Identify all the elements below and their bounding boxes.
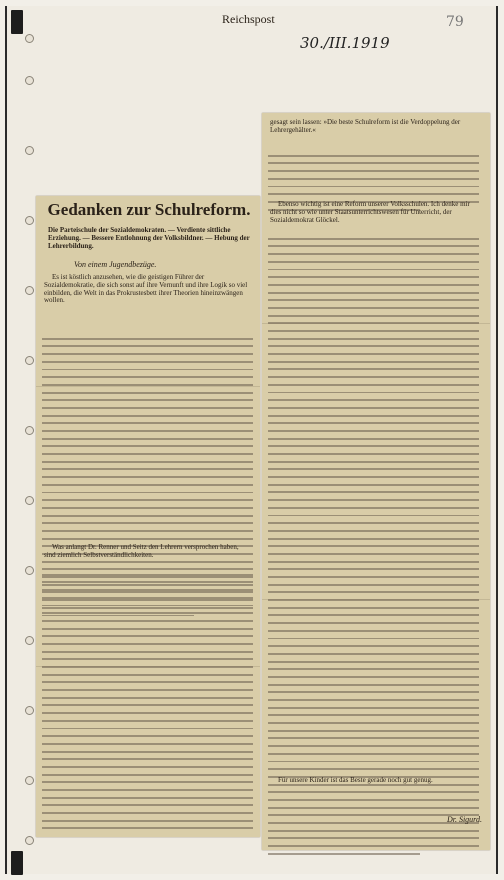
paper-fold-line bbox=[36, 666, 260, 667]
right-top-paragraph: gesagt sein lassen: »Die beste Schulreform ist die Verdoppelung der Lehrergehälter.« bbox=[270, 118, 461, 134]
left-middle-paragraph: Was anlangt Dr. Renner und Seitz den Lehrern versprochen haben, sind ziemlich Selbstverständlichkeiten. bbox=[44, 543, 239, 559]
left-column-lower-text-lines bbox=[42, 568, 253, 829]
faint-newspaper-stamp: Reichspost bbox=[222, 12, 275, 26]
punch-hole bbox=[25, 426, 34, 435]
right-middle-paragraph: Ebenso wichtig ist eine Reform unserer Volksschulen. Ich denke mir dies nicht so wie unter Staatsunterrichtswesen für Unterricht, der Sozialdemokrat Glöckel. bbox=[270, 200, 470, 224]
article-subtitle: Die Parteischule der Sozialdemokraten. — Verdiente sittliche Erziehung. — Bessere Entlohnung der Volksbildner. — Hebung der Lehrerbildung. bbox=[48, 226, 250, 250]
article-author-line: Von einem Jugendbezüge. bbox=[74, 260, 157, 269]
punch-hole bbox=[25, 836, 34, 845]
punch-hole bbox=[25, 286, 34, 295]
paper-fold-line bbox=[262, 323, 490, 324]
binder-tab-top bbox=[11, 10, 23, 34]
punch-hole bbox=[25, 636, 34, 645]
article-title: Gedanken zur Schulreform. bbox=[47, 200, 251, 219]
paper-fold-line bbox=[262, 599, 490, 600]
right-newspaper-clipping bbox=[262, 113, 490, 850]
left-newspaper-clipping bbox=[36, 196, 260, 837]
punch-hole bbox=[25, 34, 34, 43]
punch-hole bbox=[25, 776, 34, 785]
article-signature: Dr. Sigurd. bbox=[446, 815, 482, 824]
punch-hole bbox=[25, 146, 34, 155]
binder-tab-bottom bbox=[11, 851, 23, 875]
left-intro-paragraph: Es ist köstlich anzusehen, wie die geistigen Führer der Sozialdemokratie, die sich sonst auf ihre Vernunft und ihre Logik so viel einbilden, die Welt in das Prokrustesbett ihrer Theorien hineinzwängen wollen. bbox=[44, 273, 248, 305]
punch-hole bbox=[25, 216, 34, 225]
punch-hole bbox=[25, 76, 34, 85]
paper-fold-line bbox=[36, 386, 260, 387]
handwritten-date: 30./III.1919 bbox=[300, 34, 390, 52]
punch-hole bbox=[25, 566, 34, 575]
punch-hole bbox=[25, 356, 34, 365]
punch-hole bbox=[25, 706, 34, 715]
page-number: 79 bbox=[446, 14, 464, 30]
right-column-text-lines bbox=[268, 232, 479, 855]
punch-hole bbox=[25, 496, 34, 505]
right-closing-paragraph: Für unsere Kinder ist das Beste gerade noch gut genug. bbox=[278, 776, 433, 784]
